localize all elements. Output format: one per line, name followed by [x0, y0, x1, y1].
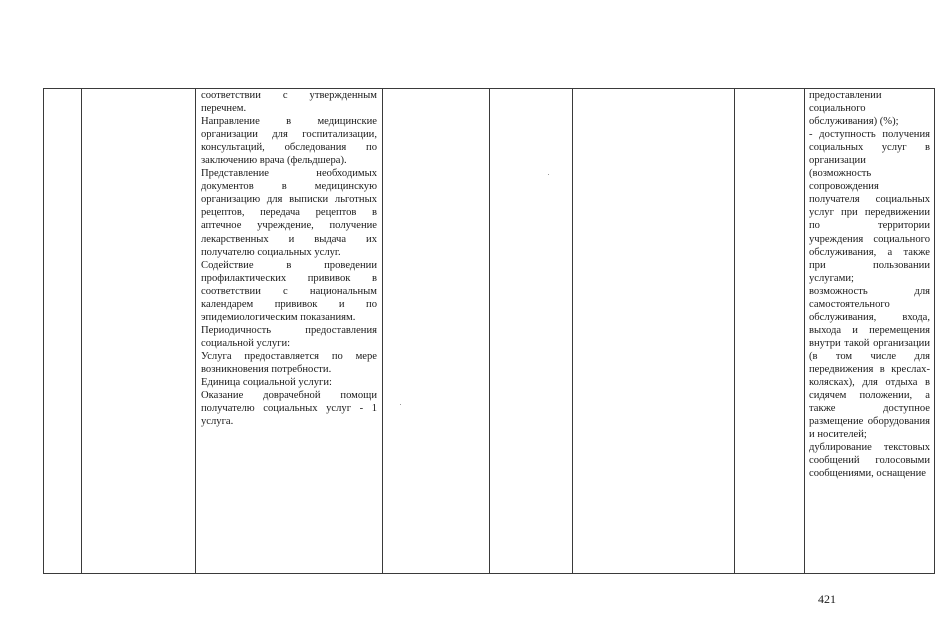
cell-col-7 — [735, 89, 805, 574]
page-number: 421 — [818, 592, 836, 606]
paragraph: Периодичность предоставления социальной услуги: — [201, 324, 377, 349]
scan-speck — [548, 174, 549, 175]
paragraph: - доступность получения социальных услуг в организации (возможность сопровождения получателя социальных услуг при передвижении по территории учреждения социального обслуживания, а также при пользовании услугами; — [809, 129, 930, 284]
cell-col-6 — [573, 89, 735, 574]
paragraph: Представление необходимых документов в медицинскую организацию для выписки льготных рецептов, передача рецептов в аптечное учреждение, получение лекарственных и выдача их получателю социальных услуг. — [201, 168, 377, 258]
scan-speck — [400, 404, 401, 405]
cell-col-3-service-description — [196, 89, 383, 574]
cell-col-2 — [82, 89, 196, 574]
cell-col-8-quality-indicators — [805, 89, 935, 574]
cell-col-1 — [44, 89, 82, 574]
paragraph: дублирование текстовых сообщений голосовыми сообщениями, оснащение — [809, 442, 930, 480]
paragraph: Содействие в проведении профилактических прививок в соответствии с национальным календарем прививок и по эпидемиологическим показаниям. — [201, 259, 377, 323]
paragraph: Направление в медицинские организации для госпитализации, консультаций, обследования по заключению врача (фельдшера). — [201, 116, 377, 167]
paragraph: соответствии с утвержденным перечнем. — [201, 90, 377, 115]
table-row — [44, 89, 935, 574]
paragraph: Единица социальной услуги: — [201, 377, 332, 389]
cell-col-4 — [383, 89, 490, 574]
quality-indicators-text — [805, 89, 934, 480]
cell-col-5 — [490, 89, 573, 574]
paragraph: возможность для самостоятельного обслуживания, входа, выхода и перемещения внутри такой организации (в том числе для передвижения в креслах-колясках), для отдыха в сидячем положении, а также доступное размещение оборудования и носителей; — [809, 285, 930, 441]
paragraph: Оказание доврачебной помощи получателю социальных услуг - 1 услуга. — [201, 390, 377, 428]
service-description-text — [196, 89, 382, 428]
services-table — [43, 88, 935, 574]
paragraph: Услуга предоставляется по мере возникновения потребности. — [201, 350, 377, 375]
paragraph: предоставлении социального обслуживания) (%); — [809, 90, 899, 128]
